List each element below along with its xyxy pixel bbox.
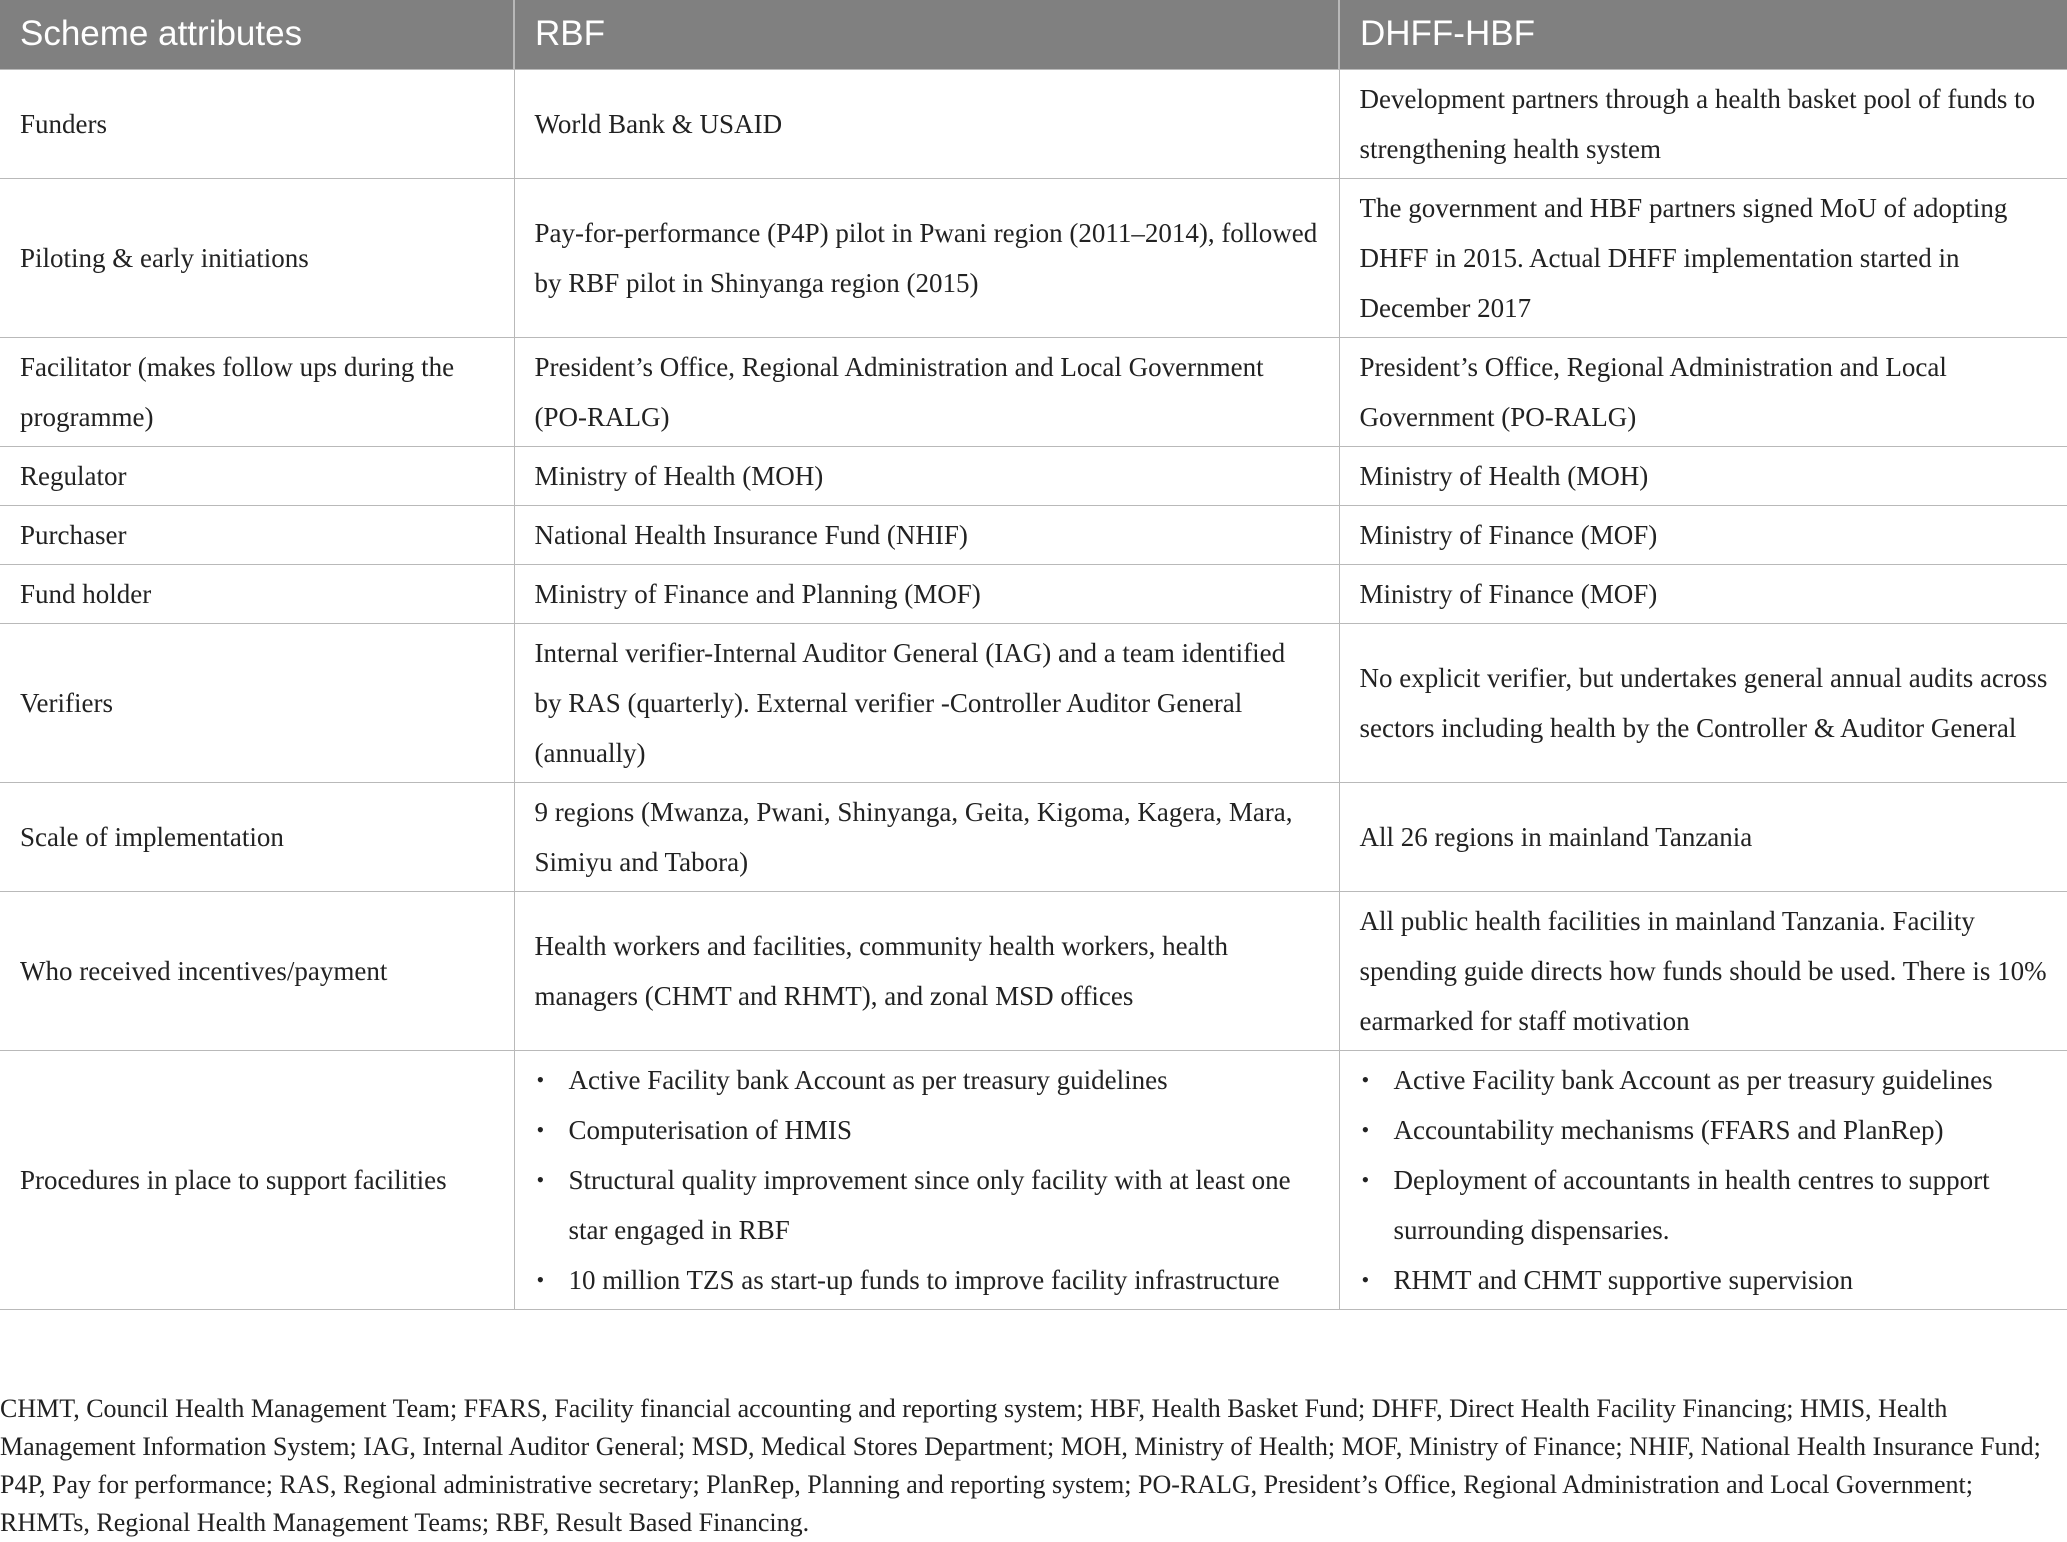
header-row	[0, 0, 2067, 69]
list-item: • Computerisation of HMIS	[569, 1105, 1319, 1155]
list-item: • Active Facility bank Account as per treasury guidelines	[569, 1055, 1319, 1105]
row-rbf-value: Ministry of Health (MOH)	[514, 446, 1339, 505]
table-row	[0, 1050, 2067, 1309]
table-row	[0, 446, 2067, 505]
row-attribute: Verifiers	[0, 623, 514, 782]
table-row	[0, 564, 2067, 623]
row-dhff-value: President’s Office, Regional Administration and Local Government (PO-RALG)	[1339, 337, 2067, 446]
row-attribute: Who received incentives/payment	[0, 891, 514, 1050]
row-rbf-value: President’s Office, Regional Administration and Local Government (PO-RALG)	[514, 337, 1339, 446]
header-scheme-attributes: Scheme attributes	[0, 0, 514, 69]
row-dhff-value: No explicit verifier, but undertakes general annual audits across sectors including health by the Controller & Auditor General	[1339, 623, 2067, 782]
list-item: • Accountability mechanisms (FFARS and PlanRep)	[1394, 1105, 2054, 1155]
table-row	[0, 69, 2067, 178]
row-attribute: Procedures in place to support facilities	[0, 1050, 514, 1309]
row-rbf-value: Internal verifier-Internal Auditor General (IAG) and a team identified by RAS (quarterly). External verifier -Controller Auditor General (annually)	[514, 623, 1339, 782]
list-item: • Structural quality improvement since only facility with at least one star engaged in RBF	[569, 1155, 1319, 1255]
row-dhff-value: Ministry of Finance (MOF)	[1339, 564, 2067, 623]
dhff-procedures-list	[1360, 1055, 2054, 1305]
header-dhff-hbf: DHFF-HBF	[1339, 0, 2067, 69]
row-rbf-value: 9 regions (Mwanza, Pwani, Shinyanga, Geita, Kigoma, Kagera, Mara, Simiyu and Tabora)	[514, 782, 1339, 891]
row-dhff-value: All 26 regions in mainland Tanzania	[1339, 782, 2067, 891]
table-body	[0, 69, 2067, 1309]
row-rbf-value	[514, 1050, 1339, 1309]
row-rbf-value: World Bank & USAID	[514, 69, 1339, 178]
row-dhff-value: The government and HBF partners signed MoU of adopting DHFF in 2015. Actual DHFF implementation started in December 2017	[1339, 178, 2067, 337]
row-attribute: Fund holder	[0, 564, 514, 623]
list-item: • RHMT and CHMT supportive supervision	[1394, 1255, 2054, 1305]
row-rbf-value: Pay-for-performance (P4P) pilot in Pwani region (2011–2014), followed by RBF pilot in Shinyanga region (2015)	[514, 178, 1339, 337]
row-dhff-value: Ministry of Health (MOH)	[1339, 446, 2067, 505]
row-attribute: Scale of implementation	[0, 782, 514, 891]
row-dhff-value	[1339, 1050, 2067, 1309]
row-dhff-value: All public health facilities in mainland Tanzania. Facility spending guide directs how funds should be used. There is 10% earmarked for staff motivation	[1339, 891, 2067, 1050]
row-rbf-value: Health workers and facilities, community health workers, health managers (CHMT and RHMT), and zonal MSD offices	[514, 891, 1339, 1050]
table-row	[0, 891, 2067, 1050]
table-row	[0, 178, 2067, 337]
header-rbf: RBF	[514, 0, 1339, 69]
row-attribute: Funders	[0, 69, 514, 178]
row-rbf-value: National Health Insurance Fund (NHIF)	[514, 505, 1339, 564]
table-row	[0, 623, 2067, 782]
row-attribute: Regulator	[0, 446, 514, 505]
row-dhff-value: Development partners through a health basket pool of funds to strengthening health system	[1339, 69, 2067, 178]
rbf-procedures-list	[535, 1055, 1319, 1305]
list-item: • Active Facility bank Account as per treasury guidelines	[1394, 1055, 2054, 1105]
table-header	[0, 0, 2067, 69]
list-item: • 10 million TZS as start-up funds to improve facility infrastructure	[569, 1255, 1319, 1305]
table-row	[0, 337, 2067, 446]
row-attribute: Purchaser	[0, 505, 514, 564]
list-item: • Deployment of accountants in health centres to support surrounding dispensaries.	[1394, 1155, 2054, 1255]
table-footnote: CHMT, Council Health Management Team; FFARS, Facility financial accounting and reporting system; HBF, Health Basket Fund; DHFF, Direct Health Facility Financing; HMIS, Health Management Information System; IAG, Internal Auditor General; MSD, Medical Stores Department; MOH, Ministry of Health; MOF, Ministry of Finance; NHIF, National Health Insurance Fund; P4P, Pay for performance; RAS, Regional administrative secretary; PlanRep, Planning and reporting system; PO-RALG, President’s Office, Regional Administration and Local Government; RHMTs, Regional Health Management Teams; RBF, Result Based Financing.	[0, 1394, 2041, 1537]
table-row	[0, 505, 2067, 564]
row-attribute: Piloting & early initiations	[0, 178, 514, 337]
row-rbf-value: Ministry of Finance and Planning (MOF)	[514, 564, 1339, 623]
table-row	[0, 782, 2067, 891]
row-dhff-value: Ministry of Finance (MOF)	[1339, 505, 2067, 564]
row-attribute: Facilitator (makes follow ups during the programme)	[0, 337, 514, 446]
